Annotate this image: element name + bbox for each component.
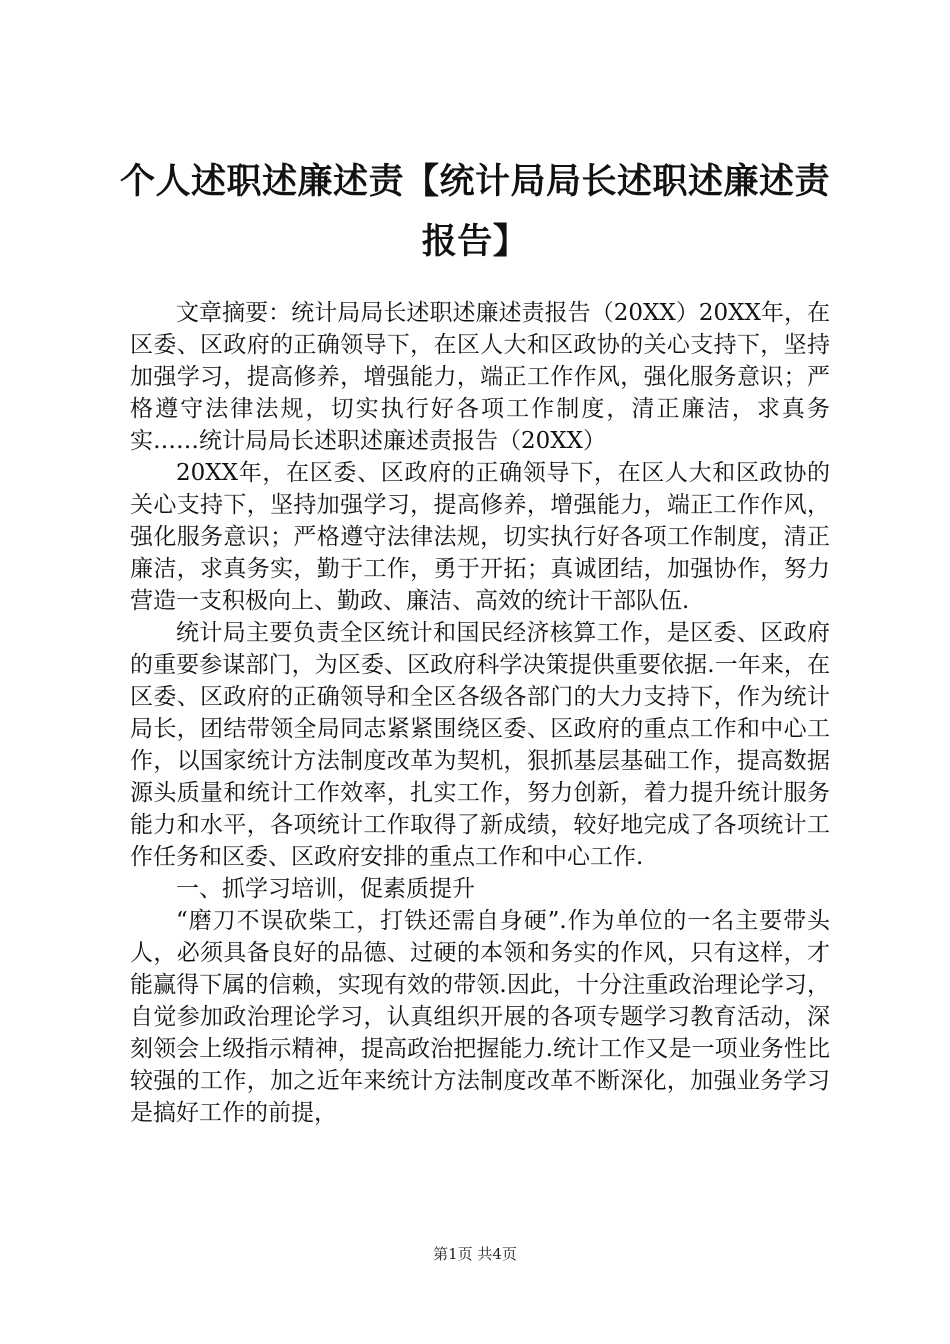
document-body [130,297,830,1129]
section-heading: 一、抓学习培训，促素质提升 [176,876,475,902]
abstract-paragraph: 文章摘要：统计局局长述职述廉述责报告（20XX）20XX年，在区委、区政府的正确领导下，在区人大和区政协的关心支持下，坚持加强学习，提高修养，增强能力，端正工作作风，强化服务意识；严格遵守法律法规，切实执行好各项工作制度，清正廉洁，求真务实……统计局局长述职述廉述责报告（20XX） [130,300,830,454]
document-title: 个人述职述廉述责【统计局局长述职述廉述责报告】 [119,162,830,262]
body-paragraph: 20XX年，在区委、区政府的正确领导下，在区人大和区政协的关心支持下，坚持加强学习，提高修养，增强能力，端正工作作风，强化服务意识；严格遵守法律法规，切实执行好各项工作制度，清正廉洁，求真务实，勤于工作，勇于开拓；真诚团结，加强协作，努力营造一支积极向上、勤政、廉洁、高效的统计干部队伍. [130,460,830,614]
body-paragraph: “磨刀不误砍柴工，打铁还需自身硬”.作为单位的一名主要带头人，必须具备良好的品德、过硬的本领和务实的作风，只有这样，才能赢得下属的信赖，实现有效的带领.因此，十分注重政治理论学习，自觉参加政治理论学习，认真组织开展的各项专题学习教育活动，深刻领会上级指示精神，提高政治把握能力.统计工作又是一项业务性比较强的工作，加之近年来统计方法制度改革不断深化，加强业务学习是搞好工作的前提， [130,908,830,1126]
page-number: 第1页 共4页 [433,1245,517,1263]
body-paragraph: 统计局主要负责全区统计和国民经济核算工作，是区委、区政府的重要参谋部门，为区委、区政府科学决策提供重要依据.一年来，在区委、区政府的正确领导和全区各级各部门的大力支持下，作为统计局长，团结带领全局同志紧紧围绕区委、区政府的重点工作和中心工作，以国家统计方法制度改革为契机，狠抓基层基础工作，提高数据源头质量和统计工作效率，扎实工作，努力创新，着力提升统计服务能力和水平，各项统计工作取得了新成绩，较好地完成了各项统计工作任务和区委、区政府安排的重点工作和中心工作. [130,620,830,870]
